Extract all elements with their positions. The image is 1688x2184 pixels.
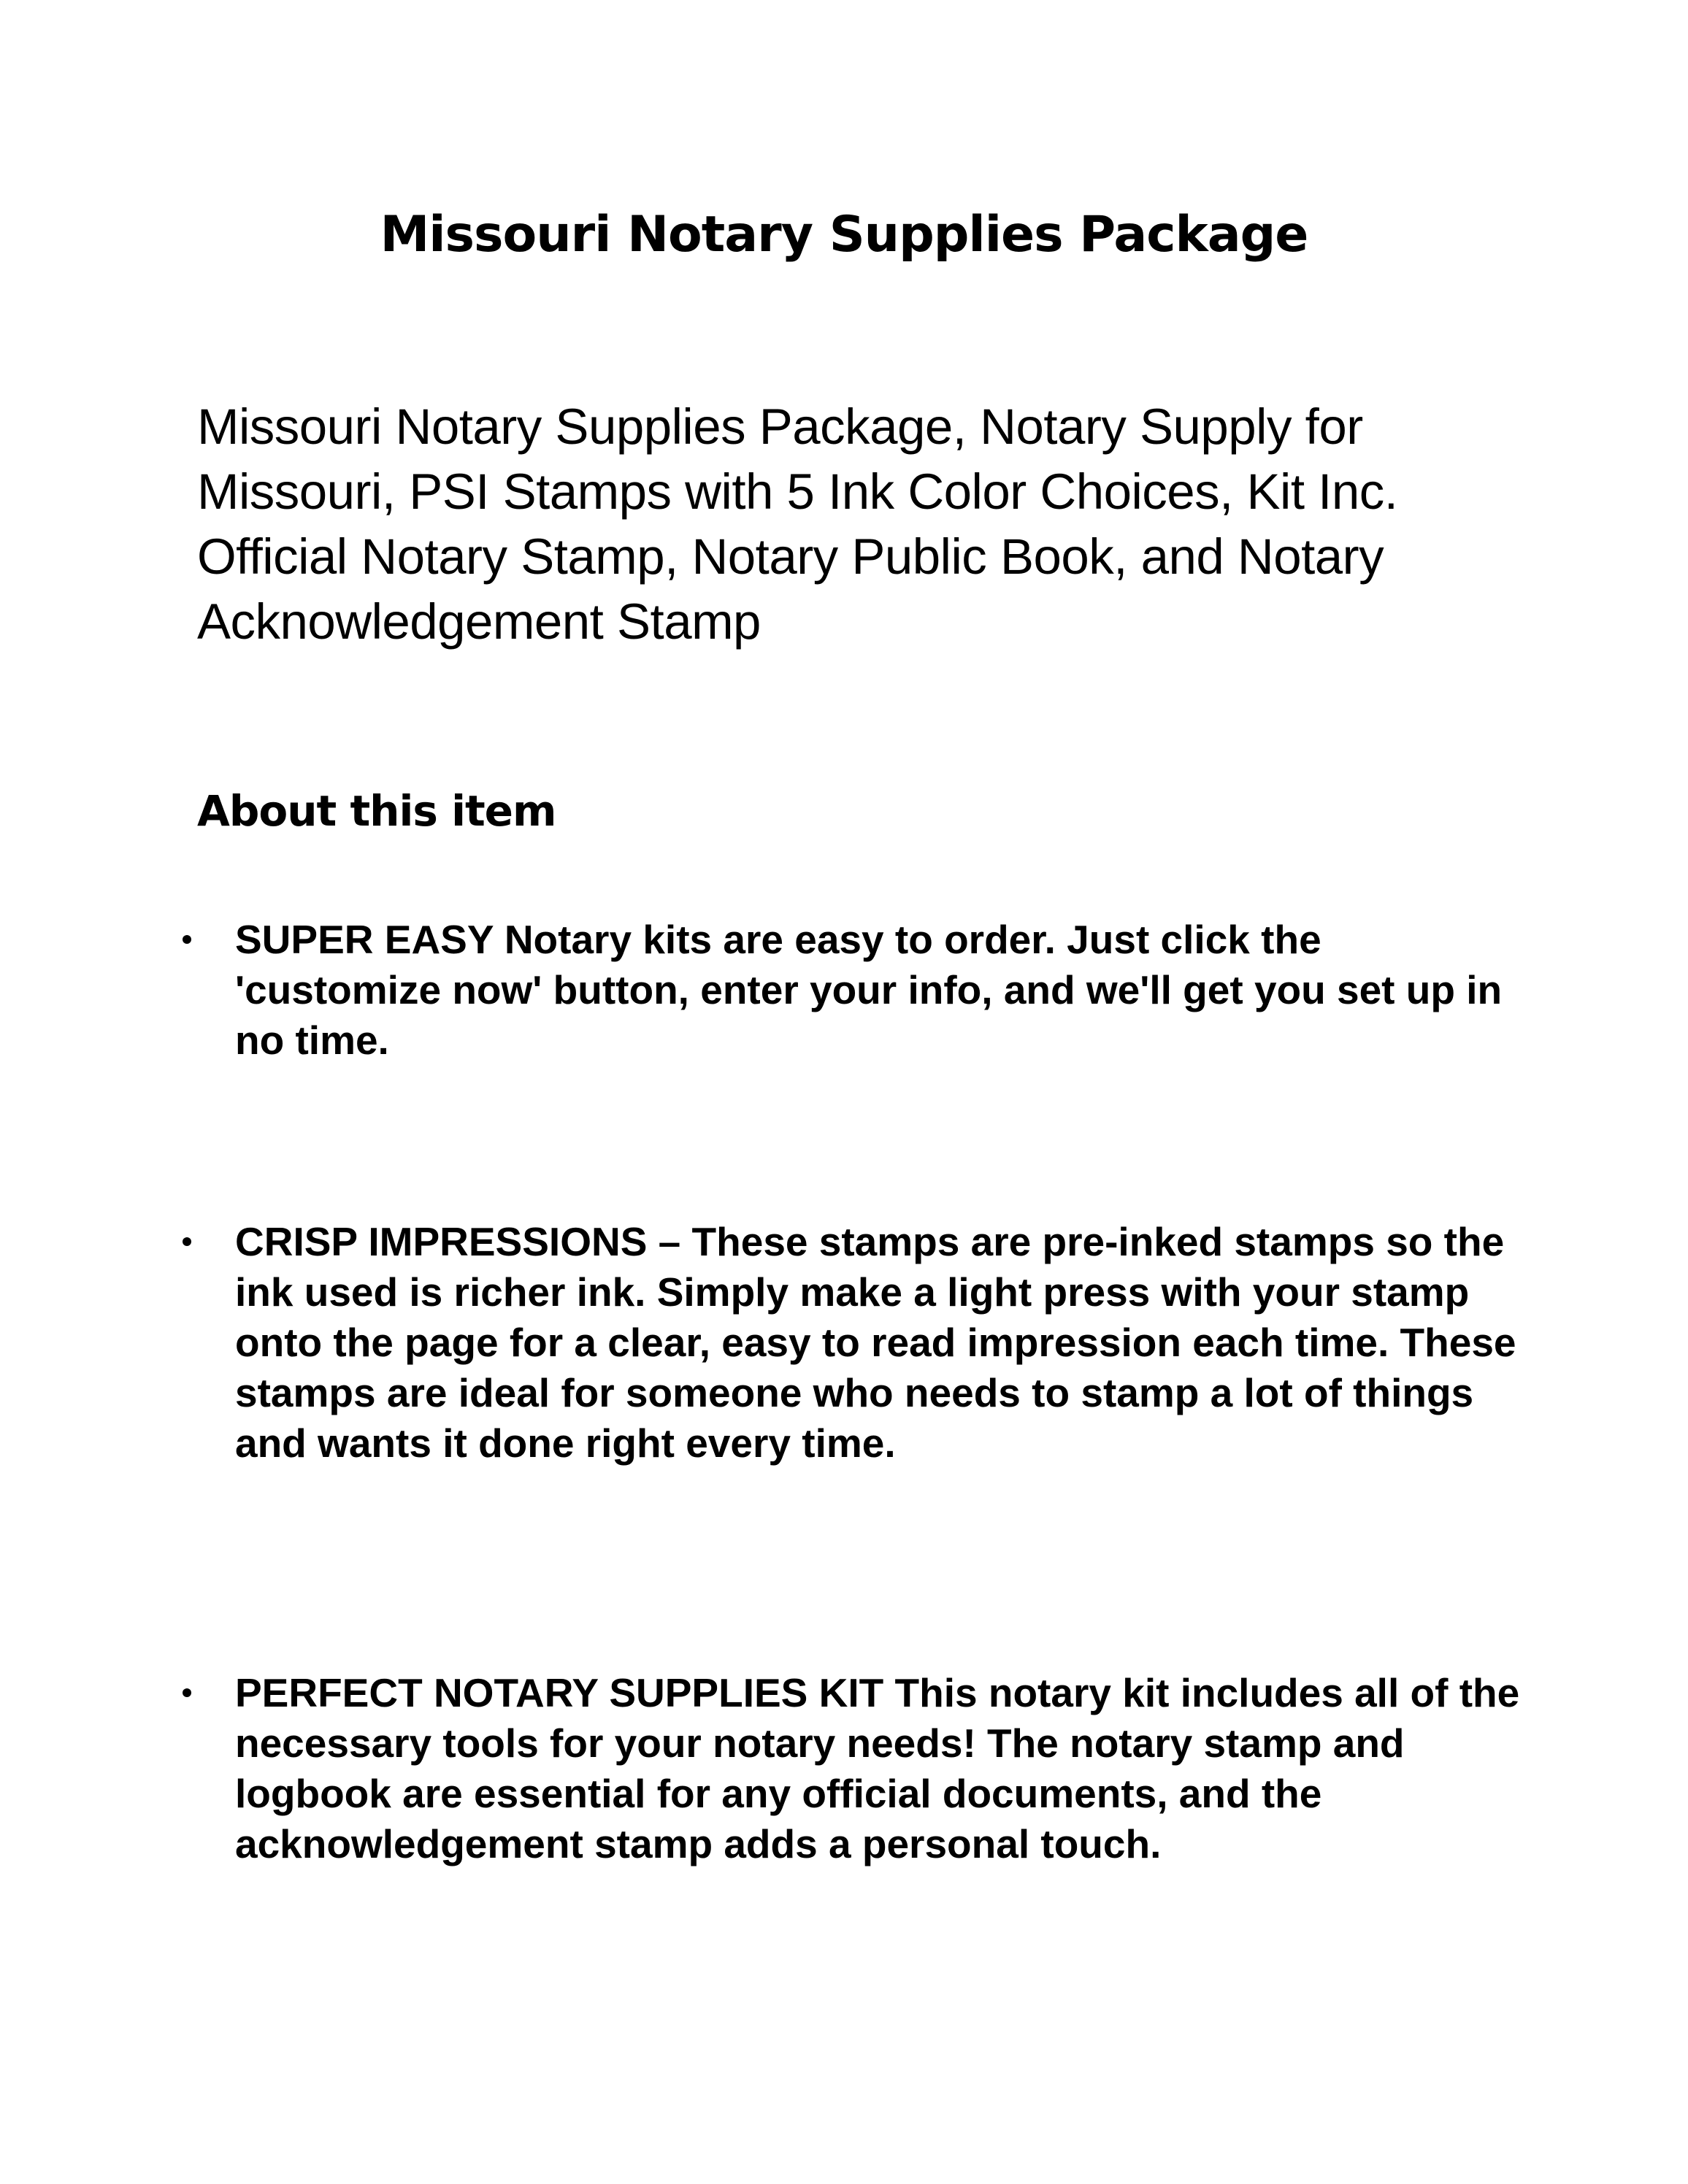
about-heading: About this item bbox=[197, 786, 556, 836]
bullet-text: PERFECT NOTARY SUPPLIES KIT This notary kit includes all of the necessary tools for your notary needs! The notary stamp and logbook are essential for any official documents, and the acknowledgement stamp adds a personal touch. bbox=[235, 1670, 1520, 1866]
bullet-dot-icon bbox=[183, 1688, 191, 1697]
bullet-dot-icon bbox=[183, 935, 191, 944]
product-subtitle: Missouri Notary Supplies Package, Notary Supply for Missouri, PSI Stamps with 5 Ink Color Choices, Kit Inc. Official Notary Stamp, Notary Public Book, and Notary Acknowledgement Stamp bbox=[197, 399, 1398, 650]
bullet-text: SUPER EASY Notary kits are easy to order. Just click the 'customize now' button, enter your info, and we'll get you set up in no time. bbox=[235, 917, 1503, 1063]
bullet-dot-icon bbox=[183, 1237, 191, 1246]
page-title: Missouri Notary Supplies Package bbox=[380, 206, 1308, 264]
bullet-text: CRISP IMPRESSIONS – These stamps are pre-inked stamps so the ink used is richer ink. Simply make a light press with your stamp onto the page for a clear, easy to read impression each time. These stamps are ideal for someone who needs to stamp a lot of things and wants it done right every time. bbox=[235, 1219, 1516, 1466]
